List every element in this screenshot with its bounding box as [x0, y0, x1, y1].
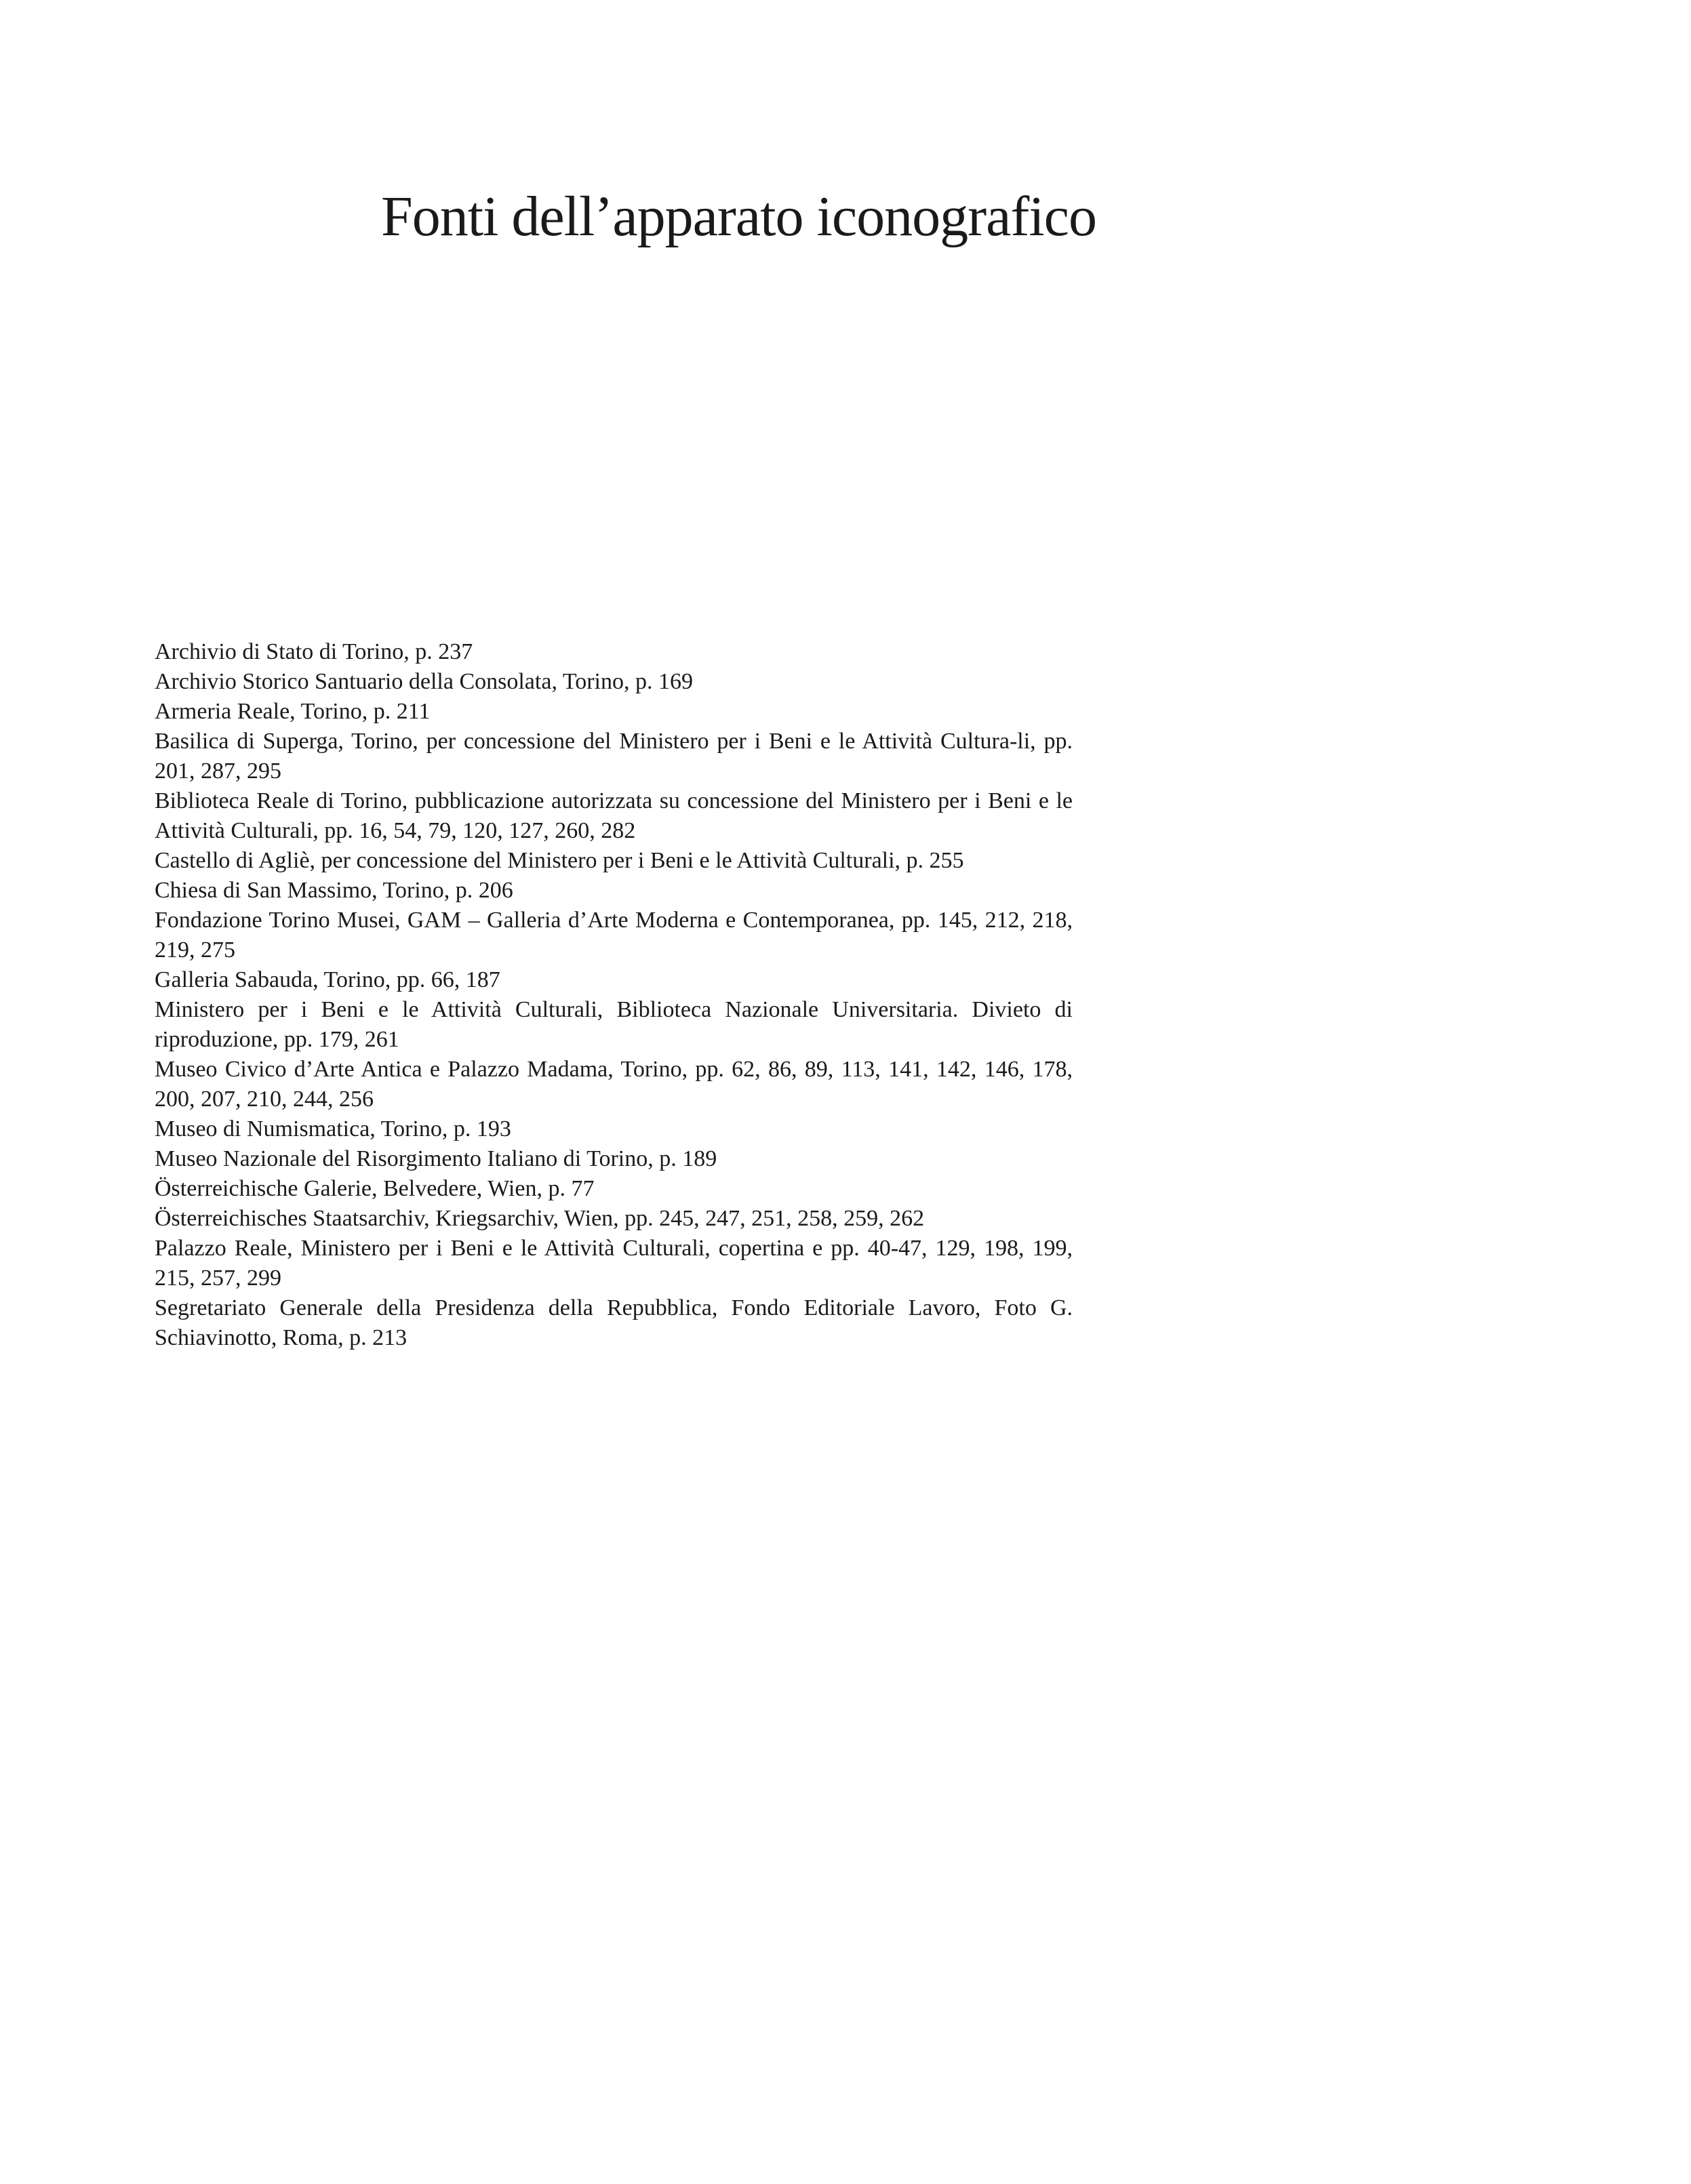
- credit-entry: Österreichisches Staatsarchiv, Kriegsarchiv, Wien, pp. 245, 247, 251, 258, 259, 262: [155, 1206, 925, 1231]
- credit-entry: Palazzo Reale, Ministero per i Beni e le Attività Culturali, copertina e pp. 40-47, 129, 198, 199, 215, 257, 299: [155, 1236, 1073, 1291]
- credit-entry: Archivio Storico Santuario della Consolata, Torino, p. 169: [155, 669, 693, 694]
- credits-list: [155, 637, 1073, 1353]
- credit-entry: Museo di Numismatica, Torino, p. 193: [155, 1116, 511, 1141]
- credit-entry: Österreichische Galerie, Belvedere, Wien, p. 77: [155, 1176, 595, 1201]
- credit-entry: Basilica di Superga, Torino, per concessione del Ministero per i Beni e le Attività Cultura-li, pp. 201, 287, 295: [155, 729, 1073, 784]
- credit-entry: Fondazione Torino Musei, GAM – Galleria d’Arte Moderna e Contemporanea, pp. 145, 212, 218, 219, 275: [155, 908, 1073, 963]
- credit-entry: Ministero per i Beni e le Attività Culturali, Biblioteca Nazionale Universitaria. Divieto di riproduzione, pp. 179, 261: [155, 997, 1073, 1052]
- credit-entry: Castello di Agliè, per concessione del Ministero per i Beni e le Attività Culturali, p. 255: [155, 848, 964, 873]
- credit-entry: Museo Civico d’Arte Antica e Palazzo Madama, Torino, pp. 62, 86, 89, 113, 141, 142, 146, 178, 200, 207, 210, 244, 256: [155, 1057, 1073, 1112]
- credit-entry: Chiesa di San Massimo, Torino, p. 206: [155, 878, 513, 903]
- credit-entry: Biblioteca Reale di Torino, pubblicazione autorizzata su concessione del Ministero per i Beni e le Attività Culturali, pp. 16, 54, 79, 120, 127, 260, 282: [155, 788, 1073, 843]
- credit-entry: Segretariato Generale della Presidenza della Repubblica, Fondo Editoriale Lavoro, Foto G. Schiavinotto, Roma, p. 213: [155, 1295, 1073, 1350]
- credit-entry: Galleria Sabauda, Torino, pp. 66, 187: [155, 967, 500, 992]
- credit-entry: Archivio di Stato di Torino, p. 237: [155, 639, 473, 664]
- page-title: Fonti dell’apparato iconografico: [381, 185, 1096, 248]
- credit-entry: Armeria Reale, Torino, p. 211: [155, 699, 431, 724]
- credit-entry: Museo Nazionale del Risorgimento Italiano di Torino, p. 189: [155, 1146, 717, 1171]
